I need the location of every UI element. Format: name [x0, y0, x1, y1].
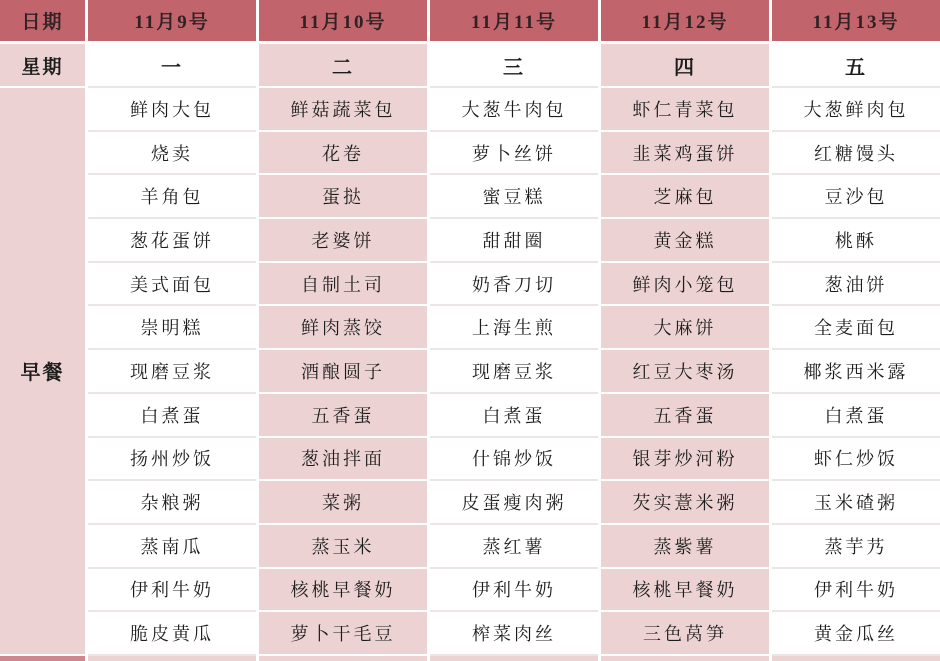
corner-week-label: 星期	[0, 44, 85, 88]
meal-item-cell: 鲜菇蔬菜包	[259, 88, 427, 132]
meal-item-cell: 葱油拌面	[259, 438, 427, 482]
next-row-sliver	[88, 656, 256, 661]
meal-item-cell: 榨菜肉丝	[430, 612, 598, 656]
meal-item-cell: 蒸紫薯	[601, 525, 769, 569]
meal-item-cell: 甜甜圈	[430, 219, 598, 263]
meal-section-label: 早餐	[0, 88, 85, 656]
meal-item-cell: 伊利牛奶	[88, 569, 256, 613]
meal-item-cell: 萝卜干毛豆	[259, 612, 427, 656]
meal-item-cell: 蒸南瓜	[88, 525, 256, 569]
next-row-sliver	[772, 656, 940, 661]
next-row-sliver	[259, 656, 427, 661]
week-cell: 四	[601, 44, 769, 88]
meal-item-cell: 核桃早餐奶	[601, 569, 769, 613]
meal-item-cell: 黄金瓜丝	[772, 612, 940, 656]
meal-item-cell: 虾仁青菜包	[601, 88, 769, 132]
meal-item-cell: 核桃早餐奶	[259, 569, 427, 613]
meal-item-cell: 烧卖	[88, 132, 256, 176]
date-header-cell: 11月10号	[259, 0, 427, 44]
meal-item-cell: 菜粥	[259, 481, 427, 525]
week-cell: 一	[88, 44, 256, 88]
next-row-sliver	[601, 656, 769, 661]
meal-item-cell: 全麦面包	[772, 306, 940, 350]
meal-item-cell: 桃酥	[772, 219, 940, 263]
meal-item-cell: 老婆饼	[259, 219, 427, 263]
meal-item-cell: 豆沙包	[772, 175, 940, 219]
meal-item-cell: 蒸芋艿	[772, 525, 940, 569]
date-header-cell: 11月9号	[88, 0, 256, 44]
meal-item-cell: 韭菜鸡蛋饼	[601, 132, 769, 176]
meal-item-cell: 现磨豆浆	[88, 350, 256, 394]
meal-item-cell: 什锦炒饭	[430, 438, 598, 482]
meal-item-cell: 椰浆西米露	[772, 350, 940, 394]
meal-item-cell: 大葱鲜肉包	[772, 88, 940, 132]
meal-item-cell: 花卷	[259, 132, 427, 176]
meal-item-cell: 上海生煎	[430, 306, 598, 350]
meal-item-cell: 红糖馒头	[772, 132, 940, 176]
meal-item-cell: 奶香刀切	[430, 263, 598, 307]
meal-item-cell: 鲜肉大包	[88, 88, 256, 132]
meal-item-cell: 美式面包	[88, 263, 256, 307]
week-cell: 五	[772, 44, 940, 88]
date-header-cell: 11月13号	[772, 0, 940, 44]
meal-item-cell: 芝麻包	[601, 175, 769, 219]
meal-item-cell: 白煮蛋	[430, 394, 598, 438]
meal-item-cell: 崇明糕	[88, 306, 256, 350]
meal-item-cell: 玉米碴粥	[772, 481, 940, 525]
meal-item-cell: 虾仁炒饭	[772, 438, 940, 482]
meal-item-cell: 伊利牛奶	[772, 569, 940, 613]
meal-item-cell: 羊角包	[88, 175, 256, 219]
meal-item-cell: 现磨豆浆	[430, 350, 598, 394]
meal-item-cell: 芡实薏米粥	[601, 481, 769, 525]
meal-item-cell: 白煮蛋	[772, 394, 940, 438]
meal-item-cell: 五香蛋	[601, 394, 769, 438]
meal-item-cell: 伊利牛奶	[430, 569, 598, 613]
meal-item-cell: 黄金糕	[601, 219, 769, 263]
week-cell: 二	[259, 44, 427, 88]
date-header-cell: 11月11号	[430, 0, 598, 44]
meal-item-cell: 自制土司	[259, 263, 427, 307]
date-header-cell: 11月12号	[601, 0, 769, 44]
meal-item-cell: 蒸玉米	[259, 525, 427, 569]
meal-item-cell: 蛋挞	[259, 175, 427, 219]
meal-item-cell: 酒酿圆子	[259, 350, 427, 394]
meal-item-cell: 白煮蛋	[88, 394, 256, 438]
next-section-sliver	[0, 656, 85, 661]
meal-item-cell: 大葱牛肉包	[430, 88, 598, 132]
meal-item-cell: 扬州炒饭	[88, 438, 256, 482]
meal-item-cell: 蒸红薯	[430, 525, 598, 569]
meal-item-cell: 大麻饼	[601, 306, 769, 350]
meal-item-cell: 三色莴笋	[601, 612, 769, 656]
meal-item-cell: 红豆大枣汤	[601, 350, 769, 394]
next-row-sliver	[430, 656, 598, 661]
meal-item-cell: 鲜肉蒸饺	[259, 306, 427, 350]
meal-item-cell: 脆皮黄瓜	[88, 612, 256, 656]
meal-item-cell: 五香蛋	[259, 394, 427, 438]
corner-date-label: 日期	[0, 0, 85, 44]
meal-item-cell: 葱花蛋饼	[88, 219, 256, 263]
week-cell: 三	[430, 44, 598, 88]
meal-item-cell: 蜜豆糕	[430, 175, 598, 219]
meal-item-cell: 皮蛋瘦肉粥	[430, 481, 598, 525]
meal-item-cell: 杂粮粥	[88, 481, 256, 525]
meal-item-cell: 葱油饼	[772, 263, 940, 307]
meal-item-cell: 鲜肉小笼包	[601, 263, 769, 307]
meal-item-cell: 银芽炒河粉	[601, 438, 769, 482]
meal-item-cell: 萝卜丝饼	[430, 132, 598, 176]
